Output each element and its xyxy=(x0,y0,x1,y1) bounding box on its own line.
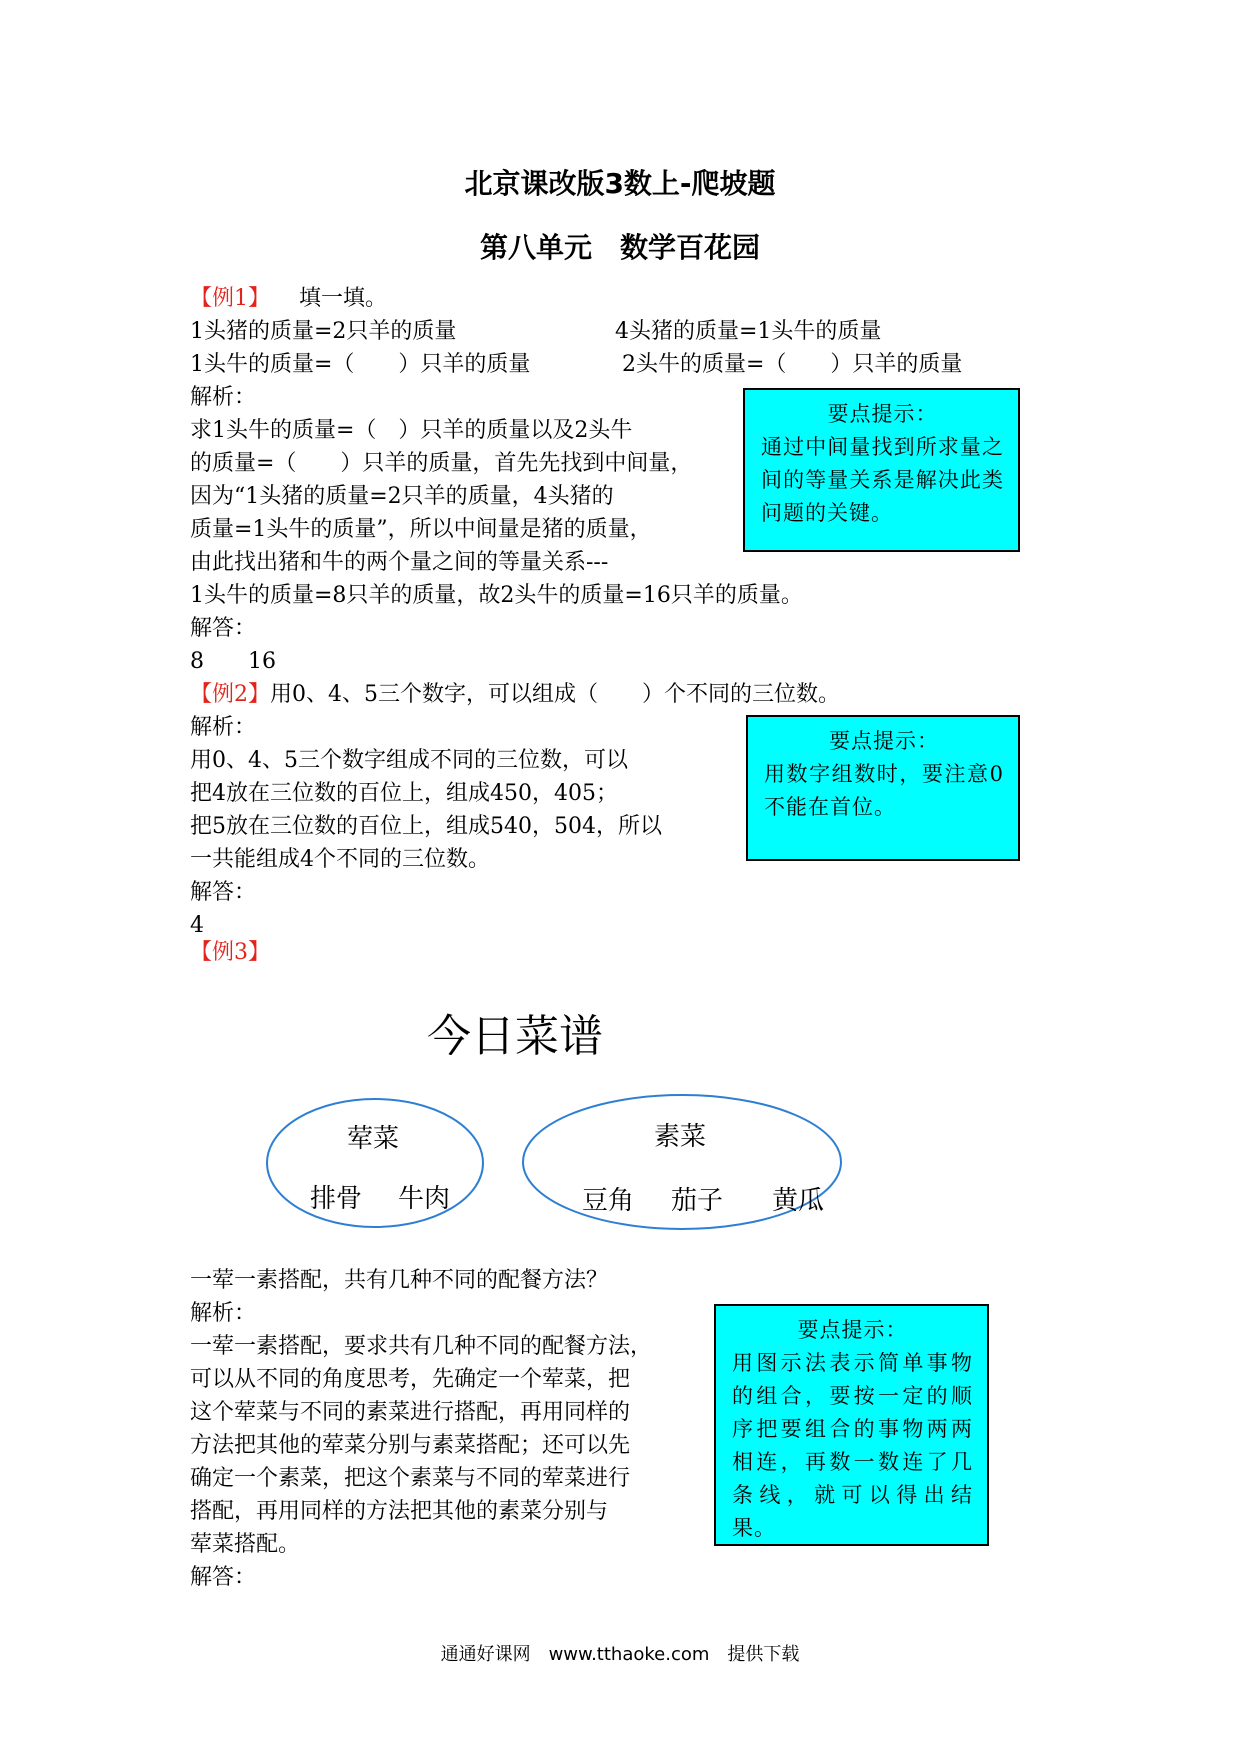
example-2-answer-label: 解答： xyxy=(190,880,257,905)
tip-title: 要点提示： xyxy=(827,402,938,426)
example-1-question-b: 4头猪的质量=1头牛的质量 xyxy=(615,319,882,344)
example-2-tag: 【例2】 xyxy=(190,682,270,707)
tip-body: 用数字组数时，要注意0不能在首位。 xyxy=(764,762,1004,819)
example-2-question: 用0、4、5三个数字，可以组成（ ）个不同的三位数。 xyxy=(270,682,840,707)
example-1-analysis-line: 求1头牛的质量=（ ）只羊的质量以及2头牛 xyxy=(190,418,633,443)
meat-item: 排骨 xyxy=(309,1184,362,1214)
example-1-heading xyxy=(190,282,387,315)
example-1-analysis-line: 质量=1头牛的质量”，所以中间量是猪的质量， xyxy=(190,517,652,542)
example-2-analysis-line: 把5放在三位数的百位上，组成540，504，所以 xyxy=(190,814,662,839)
example-3-analysis-line: 方法把其他的荤菜分别与素菜搭配；还可以先 xyxy=(190,1433,631,1458)
example-3-analysis-line: 这个荤菜与不同的素菜进行搭配，再用同样的 xyxy=(190,1400,631,1425)
example-3-analysis-line: 确定一个素菜，把这个素菜与不同的荤菜进行 xyxy=(190,1466,631,1491)
footer-text: 通通好课网 www.tthaoke.com 提供下载 xyxy=(440,1644,800,1665)
example-3-tip-box xyxy=(714,1304,989,1546)
menu-title: 今日菜谱 xyxy=(427,1011,603,1062)
example-1-prompt: 填一填。 xyxy=(299,286,388,311)
tip-body: 用图示法表示简单事物的组合，要按一定的顺序把要组合的事物两两相连，再数一数连了几条线，就可以得出结果。 xyxy=(732,1351,973,1540)
example-3-question: 一荤一素搭配，共有几种不同的配餐方法？ xyxy=(190,1268,609,1293)
example-3-analysis-line: 荤菜搭配。 xyxy=(190,1532,301,1557)
example-3-analysis-line: 搭配，再用同样的方法把其他的素菜分别与 xyxy=(190,1499,609,1524)
example-1-tip-box xyxy=(743,388,1020,552)
vegetable-item: 茄子 xyxy=(670,1186,723,1216)
example-1-answer: 8 16 xyxy=(190,649,276,674)
example-1-question-c: 1头牛的质量=（ ）只羊的质量 xyxy=(190,352,531,377)
example-1-question-d: 2头牛的质量=（ ）只羊的质量 xyxy=(622,352,963,377)
example-1-tag: 【例1】 xyxy=(190,286,270,311)
menu-diagram xyxy=(255,1090,855,1240)
example-3-analysis-line: 可以从不同的角度思考，先确定一个荤菜，把 xyxy=(190,1367,631,1392)
example-3-analysis-label: 解析： xyxy=(190,1301,257,1326)
example-3-tag: 【例3】 xyxy=(190,940,270,965)
example-2-analysis-line: 一共能组成4个不同的三位数。 xyxy=(190,847,490,872)
example-1-analysis-line: 因为“1头猪的质量=2只羊的质量，4头猪的 xyxy=(190,484,614,509)
meat-item: 牛肉 xyxy=(397,1184,450,1214)
tip-title: 要点提示： xyxy=(829,729,939,753)
example-3-heading xyxy=(190,936,270,969)
example-2-answer: 4 xyxy=(190,913,204,938)
unit-title: 第八单元 数学百花园 xyxy=(479,231,760,264)
example-1-analysis-line: 1头牛的质量=8只羊的质量，故2头牛的质量=16只羊的质量。 xyxy=(190,583,803,608)
example-2-tip-box xyxy=(746,715,1020,861)
example-1-answer-label: 解答： xyxy=(190,616,257,641)
meat-category-label: 荤菜 xyxy=(346,1124,399,1154)
tip-title: 要点提示： xyxy=(797,1318,908,1342)
example-1-analysis-line: 由此找出猪和牛的两个量之间的等量关系--- xyxy=(190,550,609,575)
example-2-analysis-line: 用0、4、5三个数字组成不同的三位数，可以 xyxy=(190,748,628,773)
example-1-analysis-line: 的质量=（ ）只羊的质量，首先先找到中间量， xyxy=(190,451,693,476)
vegetable-item: 豆角 xyxy=(581,1186,634,1216)
example-3-analysis-line: 一荤一素搭配，要求共有几种不同的配餐方法， xyxy=(190,1334,653,1359)
example-3-answer-label: 解答： xyxy=(190,1565,257,1590)
example-2-heading xyxy=(190,678,840,711)
vegetable-item: 黄瓜 xyxy=(771,1186,824,1216)
example-2-analysis-label: 解析： xyxy=(190,715,257,740)
example-1-question-a: 1头猪的质量=2只羊的质量 xyxy=(190,319,457,344)
vegetable-category-label: 素菜 xyxy=(653,1122,706,1152)
page-title: 北京课改版3数上-爬坡题 xyxy=(464,167,776,200)
example-2-analysis-line: 把4放在三位数的百位上，组成450，405； xyxy=(190,781,618,806)
tip-body: 通过中间量找到所求量之间的等量关系是解决此类问题的关键。 xyxy=(761,435,1004,525)
example-1-analysis-label: 解析： xyxy=(190,385,257,410)
